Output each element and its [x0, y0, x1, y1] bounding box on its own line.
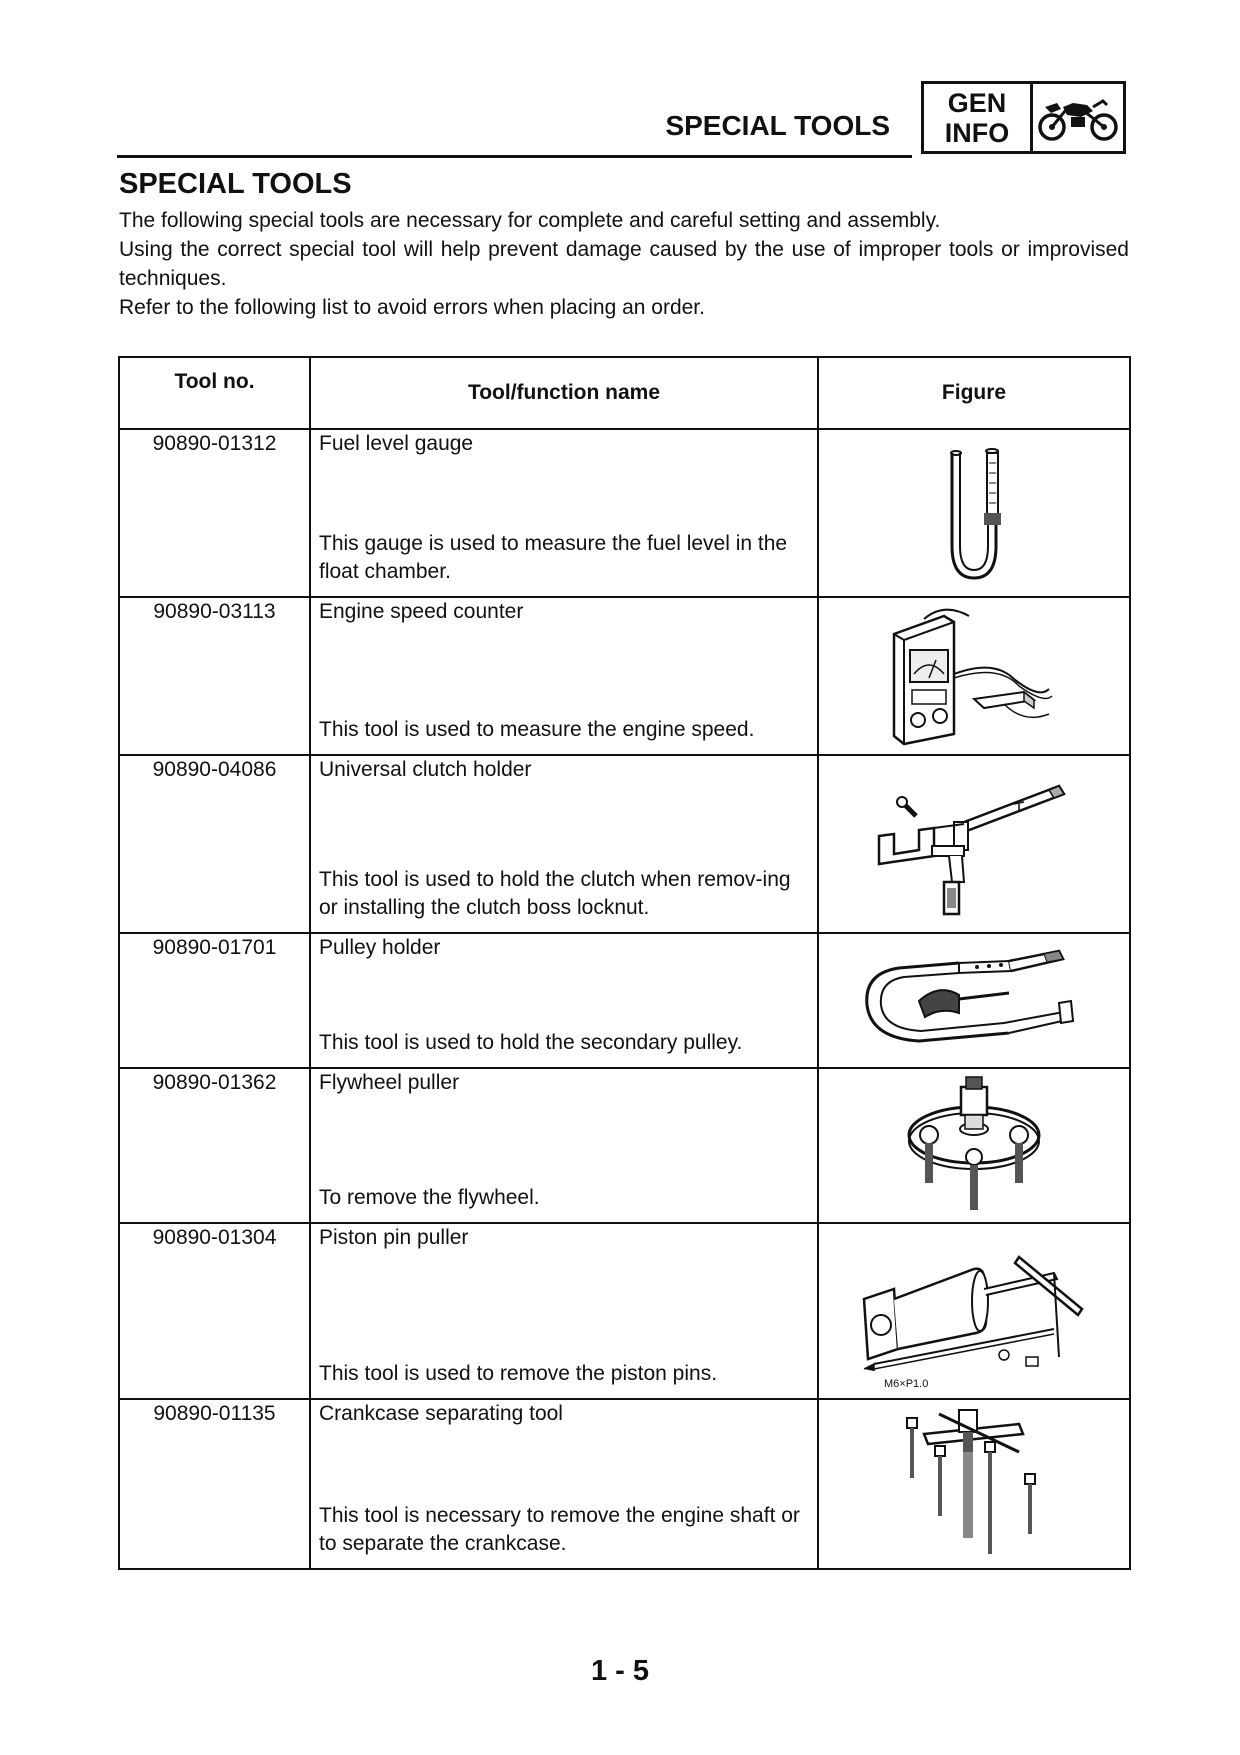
tool-name: Pulley holder: [319, 936, 441, 959]
tool-description: This tool is used to hold the secondary pulley.: [319, 1031, 743, 1054]
tool-figure: [818, 1223, 1130, 1399]
tool-figure: [818, 1399, 1130, 1569]
tool-number: 90890-01701: [119, 933, 310, 1068]
tool-name: Piston pin puller: [319, 1226, 469, 1249]
intro-paragraph: The following special tools are necessary for complete and careful setting and assembly.: [119, 209, 941, 232]
crankcase-separating-tool-icon: [899, 1404, 1049, 1564]
engine-speed-counter-icon: [874, 604, 1074, 749]
table-row: [119, 1223, 1130, 1399]
tool-description: This tool is used to remove the piston pins.: [319, 1362, 718, 1385]
motorcycle-icon: [1033, 84, 1123, 151]
tool-description: To remove the flywheel.: [319, 1186, 540, 1209]
tool-figure: [818, 933, 1130, 1068]
tool-number: 90890-01362: [119, 1068, 310, 1223]
intro-paragraph: Using the correct special tool will help prevent damage caused by the use of improper tools or improvised techniques.: [119, 238, 1129, 290]
table-row: [119, 1399, 1130, 1569]
tool-name: Engine speed counter: [319, 600, 524, 623]
tool-description: This gauge is used to measure the fuel level in the float chamber.: [319, 532, 788, 583]
header-tool-no: Tool no.: [119, 357, 310, 429]
header-rule: [117, 155, 912, 158]
section-badge: [921, 81, 1126, 154]
tool-name-cell: [310, 1068, 818, 1223]
clutch-holder-icon: [864, 764, 1084, 924]
table-header-row: [119, 357, 1130, 429]
tool-name-cell: [310, 933, 818, 1068]
tool-figure: [818, 429, 1130, 597]
table-row: [119, 933, 1130, 1068]
tool-figure: [818, 1068, 1130, 1223]
tool-description: This tool is used to hold the clutch when remov-ing or installing the clutch boss locknut.: [319, 868, 791, 919]
piston-pin-puller-icon: [854, 1229, 1094, 1394]
tool-name: Flywheel puller: [319, 1071, 460, 1094]
tool-name-cell: [310, 1399, 818, 1569]
header-tool-name: Tool/function name: [310, 357, 818, 429]
table-row: [119, 1068, 1130, 1223]
tool-number: 90890-01312: [119, 429, 310, 597]
tool-figure: [818, 755, 1130, 933]
flywheel-puller-icon: [899, 1073, 1049, 1218]
intro-text: [119, 206, 1129, 322]
tool-description: This tool is used to measure the engine speed.: [319, 718, 755, 741]
tool-name: Universal clutch holder: [319, 758, 532, 781]
tool-number: 90890-04086: [119, 755, 310, 933]
tool-name-cell: [310, 1223, 818, 1399]
table-row: [119, 429, 1130, 597]
thread-spec-label: M6×P1.0: [884, 1377, 929, 1390]
tool-name: Crankcase separating tool: [319, 1402, 563, 1425]
table-row: [119, 597, 1130, 755]
tool-number: 90890-03113: [119, 597, 310, 755]
tool-name-cell: [310, 429, 818, 597]
tool-description: This tool is necessary to remove the engine shaft or to separate the crankcase.: [319, 1504, 800, 1555]
fuel-level-gauge-icon: [934, 438, 1014, 588]
badge-label: [924, 84, 1033, 151]
intro-paragraph: Refer to the following list to avoid errors when placing an order.: [119, 296, 705, 319]
section-title: SPECIAL TOOLS: [119, 168, 352, 200]
running-header-title: SPECIAL TOOLS: [665, 110, 890, 141]
header-figure: Figure: [818, 357, 1130, 429]
tool-number: 90890-01135: [119, 1399, 310, 1569]
badge-line-info: INFO: [944, 117, 1010, 148]
tool-name: Fuel level gauge: [319, 432, 474, 455]
tool-name-cell: [310, 755, 818, 933]
tool-number: 90890-01304: [119, 1223, 310, 1399]
table-row: [119, 755, 1130, 933]
page-number: 1 - 5: [590, 1655, 650, 1687]
badge-line-gen: GEN: [947, 87, 1007, 118]
tool-name-cell: [310, 597, 818, 755]
tool-figure: [818, 597, 1130, 755]
pulley-holder-icon: [859, 943, 1089, 1058]
special-tools-table: [118, 356, 1131, 1570]
